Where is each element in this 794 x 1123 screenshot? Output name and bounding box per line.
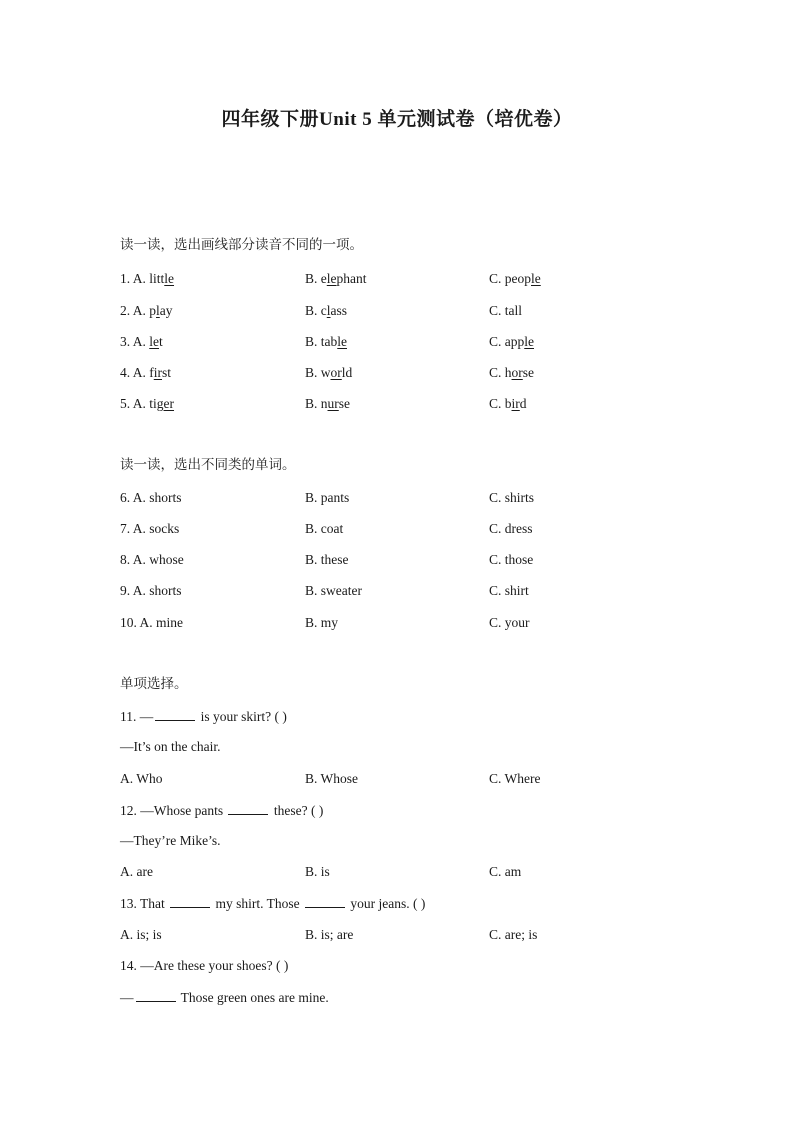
option-c[interactable]: C. shirt [489, 583, 529, 598]
option-c[interactable]: C. people [489, 271, 541, 286]
question-13-options [120, 926, 680, 944]
underlined-letters: l [156, 303, 160, 318]
section-heading-multiple-choice: 单项选择。 [120, 676, 188, 691]
option-c[interactable]: C. am [489, 864, 522, 879]
option-a[interactable]: A. are [120, 864, 153, 879]
answer-blank[interactable] [305, 894, 345, 908]
option-a[interactable]: 6. A. shorts [120, 490, 182, 505]
option-a[interactable]: 7. A. socks [120, 521, 180, 536]
underlined-letters: le [524, 334, 534, 349]
option-b[interactable]: B. Whose [305, 771, 358, 786]
underlined-letters: le [326, 271, 337, 286]
option-b[interactable]: B. is; are [305, 927, 354, 942]
option-b[interactable]: B. nurse [305, 396, 351, 411]
underlined-letters: le [149, 334, 160, 349]
option-b[interactable]: B. is [305, 864, 330, 879]
option-a[interactable]: 8. A. whose [120, 552, 184, 567]
option-b[interactable]: B. table [305, 334, 347, 349]
question-8 [120, 551, 680, 569]
answer-blank[interactable] [155, 707, 195, 721]
underlined-letters: or [330, 365, 342, 380]
question-12-options [120, 863, 680, 881]
option-c[interactable]: C. those [489, 552, 534, 567]
underlined-letters: er [163, 396, 175, 411]
option-a[interactable]: A. Who [120, 771, 163, 786]
underlined-letters: ir [511, 396, 520, 411]
option-c[interactable]: C. tall [489, 303, 522, 318]
option-a[interactable]: A. is; is [120, 927, 162, 942]
question-11: 11. — is your skirt? ( ) [120, 709, 287, 724]
question-14: 14. —Are these your shoes? ( ) [120, 958, 289, 973]
option-c[interactable]: C. shirts [489, 490, 535, 505]
answer-blank[interactable] [228, 801, 268, 815]
section-heading-odd-one-out: 读一读，选出不同类的单词。 [120, 457, 296, 472]
option-a[interactable]: 5. A. tiger [120, 396, 175, 411]
question-5 [120, 395, 680, 413]
option-a[interactable]: 3. A. let [120, 334, 163, 349]
question-13: 13. That my shirt. Those your jeans. ( ) [120, 896, 426, 911]
option-b[interactable]: B. coat [305, 521, 344, 536]
underlined-letters: le [164, 271, 175, 286]
option-b[interactable]: B. elephant [305, 271, 367, 286]
option-a[interactable]: 1. A. little [120, 271, 175, 286]
option-c[interactable]: C. dress [489, 521, 533, 536]
option-c[interactable]: C. are; is [489, 927, 538, 942]
underlined-letters: or [511, 365, 523, 380]
underlined-letters: l [326, 303, 331, 318]
answer-blank[interactable] [170, 894, 210, 908]
option-b[interactable]: B. world [305, 365, 353, 380]
option-b[interactable]: B. pants [305, 490, 350, 505]
question-6 [120, 489, 680, 507]
underlined-letters: le [337, 334, 347, 349]
section-heading-pronunciation: 读一读，选出画线部分读音不同的一项。 [120, 237, 363, 252]
underlined-letters: le [531, 271, 541, 286]
option-a[interactable]: 2. A. play [120, 303, 173, 318]
option-c[interactable]: C. horse [489, 365, 535, 380]
question-1 [120, 270, 680, 288]
question-11-reply: —It’s on the chair. [120, 739, 221, 754]
answer-blank[interactable] [136, 988, 176, 1002]
option-c[interactable]: C. your [489, 615, 530, 630]
option-b[interactable]: B. sweater [305, 583, 362, 598]
option-c[interactable]: C. bird [489, 396, 527, 411]
underlined-letters: ur [327, 396, 339, 411]
option-b[interactable]: B. my [305, 615, 339, 630]
option-c[interactable]: C. apple [489, 334, 534, 349]
page-title: 四年级下册Unit 5 单元测试卷（培优卷） [221, 109, 573, 130]
option-a[interactable]: 10. A. mine [120, 615, 183, 630]
underlined-letters: ir [153, 365, 162, 380]
question-7 [120, 520, 680, 538]
question-14-reply: — Those green ones are mine. [120, 990, 329, 1005]
option-a[interactable]: 4. A. first [120, 365, 172, 380]
question-9 [120, 582, 680, 600]
question-4 [120, 364, 680, 382]
question-12-reply: —They’re Mike’s. [120, 833, 221, 848]
question-11-options [120, 770, 680, 788]
option-c[interactable]: C. Where [489, 771, 541, 786]
question-3 [120, 333, 680, 351]
question-12: 12. —Whose pants these? ( ) [120, 803, 324, 818]
option-b[interactable]: B. class [305, 303, 348, 318]
question-2 [120, 302, 680, 320]
option-b[interactable]: B. these [305, 552, 349, 567]
question-10 [120, 614, 680, 632]
option-a[interactable]: 9. A. shorts [120, 583, 182, 598]
